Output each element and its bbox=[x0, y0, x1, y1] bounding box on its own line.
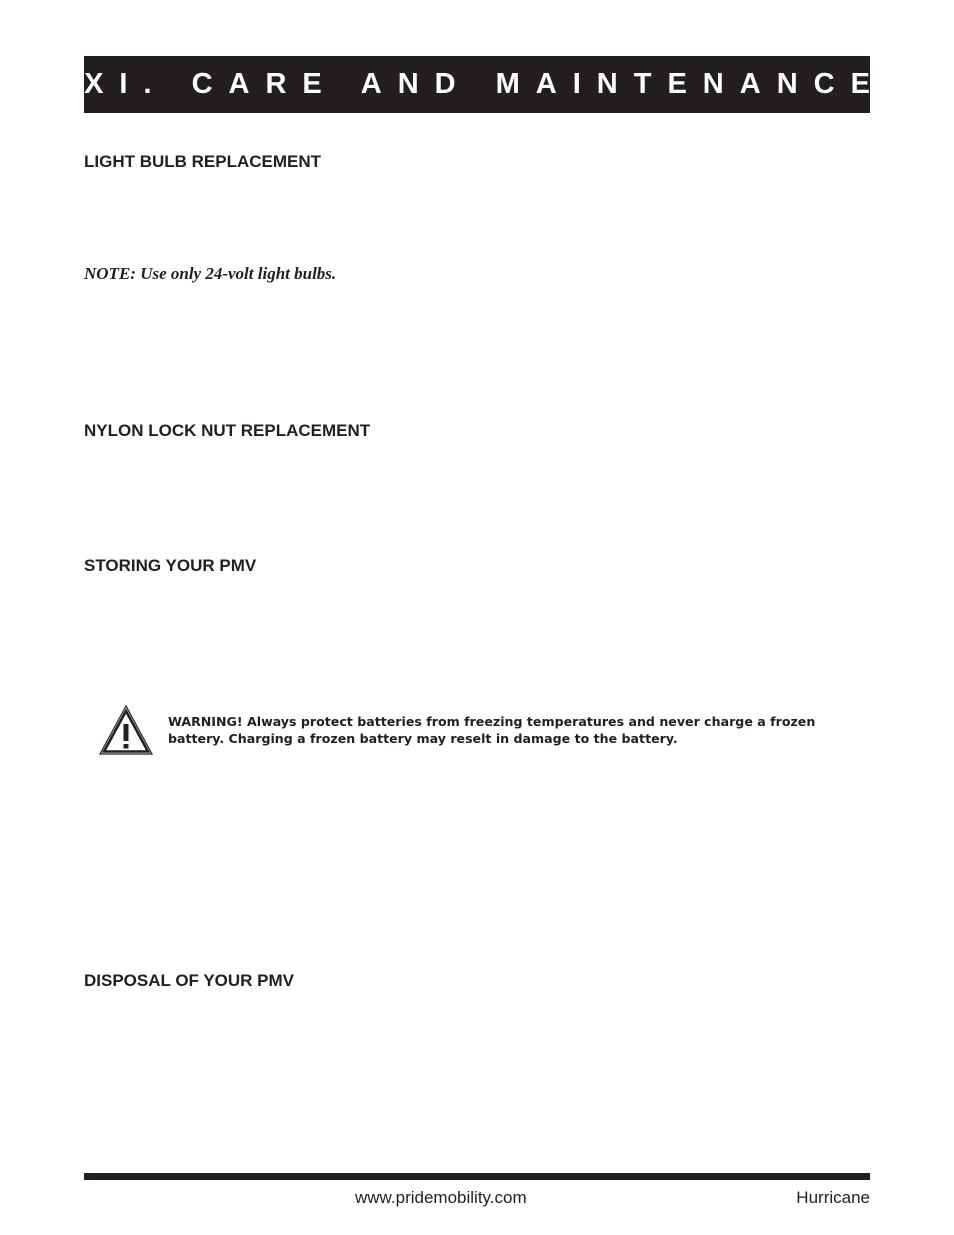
section-heading-storing: STORING YOUR PMV bbox=[84, 556, 257, 575]
section-heading-light-bulb: LIGHT BULB REPLACEMENT bbox=[84, 152, 322, 171]
light-bulb-note: NOTE: Use only 24-volt light bulbs. bbox=[84, 264, 337, 283]
warning-callout bbox=[98, 704, 858, 758]
section-heading-lock-nut: NYLON LOCK NUT REPLACEMENT bbox=[84, 421, 371, 440]
warning-text: WARNING! Always protect batteries from freezing temperatures and never charge a frozen battery. Charging a frozen battery may reselt in damage to the battery. bbox=[168, 714, 816, 746]
footer-divider bbox=[84, 1173, 870, 1180]
chapter-title: XI. CARE AND MAINTENANCE bbox=[84, 68, 886, 100]
footer-model-name: Hurricane bbox=[796, 1188, 870, 1207]
warning-triangle-icon bbox=[98, 704, 154, 756]
chapter-title-bar bbox=[84, 56, 886, 113]
section-heading-disposal: DISPOSAL OF YOUR PMV bbox=[84, 971, 295, 990]
footer-url: www.pridemobility.com bbox=[355, 1188, 527, 1207]
